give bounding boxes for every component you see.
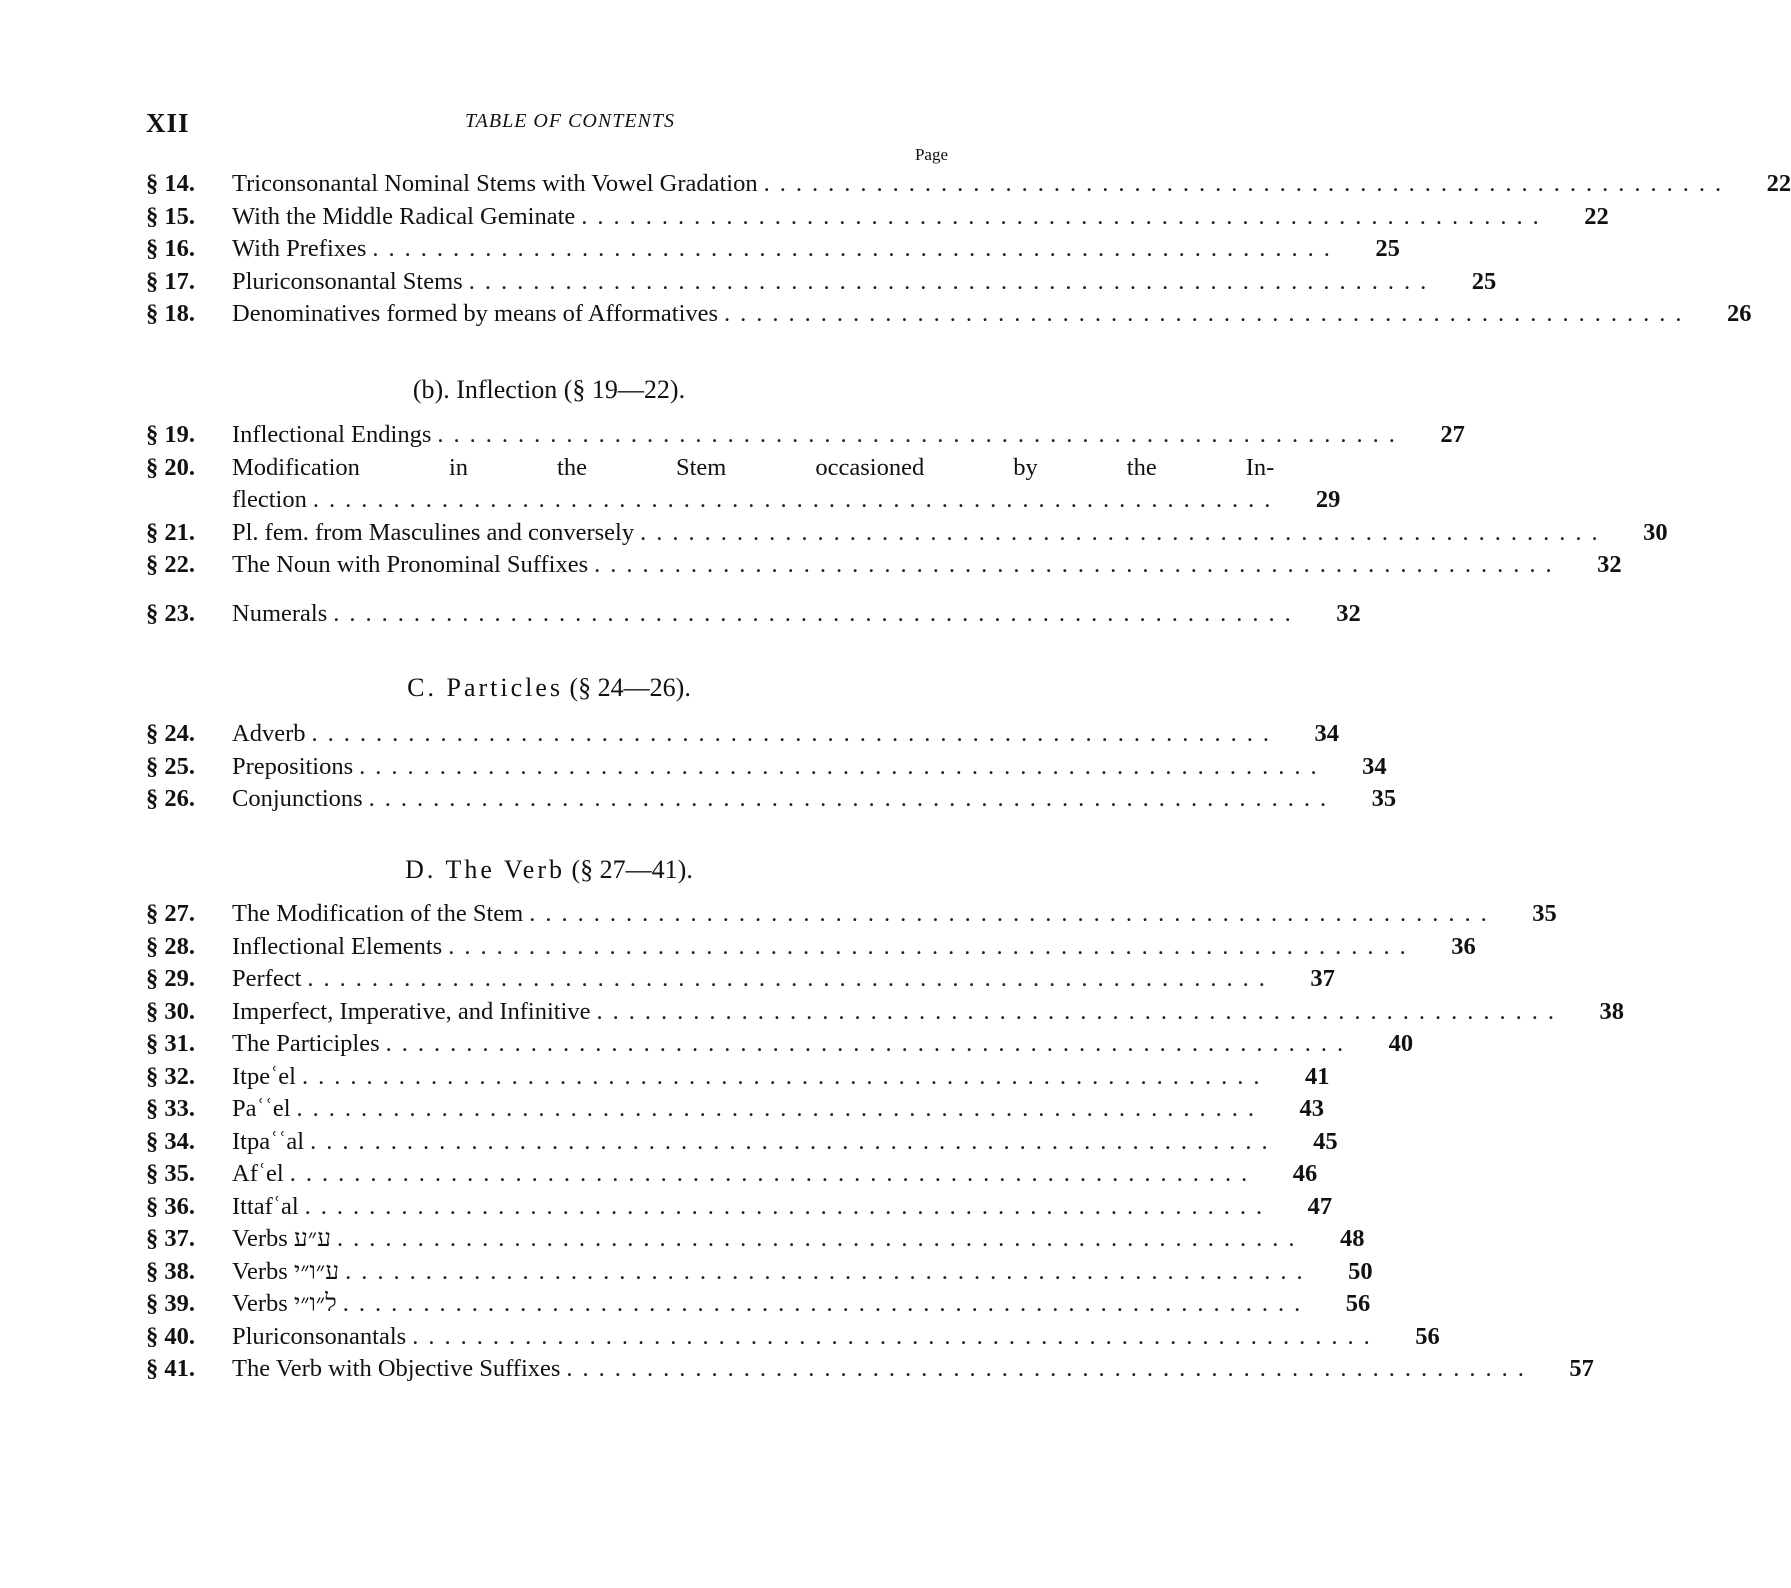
heading-label: D. The Verb [405,855,566,884]
section-number: § 40. [146,1322,195,1350]
entry-page: 56 [1415,1322,1440,1350]
entry-page: 22 [1766,170,1791,197]
section-number: § 16. [146,235,195,262]
toc-entry [146,517,1668,550]
section-number: § 32. [146,1062,195,1090]
dot-leader: ............................................................ [724,300,1692,327]
entry-page: 35 [1371,785,1397,812]
dot-leader: ............................................................ [336,1225,1305,1252]
section-number: § 20. [146,453,195,481]
entry-page: 27 [1440,421,1465,448]
section-number: § 38. [146,1257,195,1285]
entry-page: 35 [1532,900,1557,927]
toc-entry [146,298,1752,331]
toc-entry [146,783,1397,816]
entry-title: The Participles [232,1030,380,1057]
section-heading-inflection: (b). Inflection (§ 19—22). [412,375,686,404]
running-title: TABLE OF CONTENTS [465,110,675,132]
entry-title: Pl. fem. from Masculines and conversely [232,518,635,546]
dot-leader: ............................................................ [385,1030,1354,1057]
dot-leader: ............................................................ [596,997,1564,1025]
entry-title: With Prefixes [232,235,367,262]
dot-leader: ............................................................ [312,486,1281,513]
section-number: § 33. [146,1095,195,1122]
toc-entry [146,898,1557,931]
entry-page: 57 [1569,1355,1594,1382]
entry-page: 29 [1315,486,1341,513]
toc-entry [146,996,1624,1029]
entry-title: Pluriconsonantals [232,1322,407,1350]
entry-title: The Modification of the Stem [232,900,524,927]
section-heading-particles [146,668,952,708]
page-number: XII [146,108,190,138]
entry-title: Numerals [232,599,328,627]
entry-title: Perfect [232,965,302,992]
section-number: § 30. [146,997,195,1025]
section-number: § 15. [146,202,195,230]
entry-title: Paʿʿel [232,1095,291,1122]
toc-entry [146,549,1622,582]
heading-label: C. Particles [407,673,564,702]
entry-title: Itpeʿel [232,1062,296,1090]
section-number: § 41. [146,1355,195,1382]
toc-entry [146,1288,1371,1321]
entry-page: 43 [1299,1095,1324,1122]
section-number: § 28. [146,932,195,960]
dot-leader: ............................................................ [372,235,1340,262]
heading-range: (§ 24—26). [569,673,691,702]
section-number: § 27. [146,900,195,927]
section-number: § 22. [146,551,195,578]
dot-leader: ............................................................ [304,1192,1273,1220]
dot-leader: ............................................................ [566,1355,1534,1382]
entry-title: The Noun with Pronominal Suffixes [232,551,589,578]
entry-page: 26 [1727,300,1752,327]
toc-entry [146,1028,1414,1061]
entry-page: 22 [1584,202,1609,230]
entry-title: Adverb [232,720,306,747]
section-number: § 24. [146,720,195,747]
dot-leader: ............................................................ [289,1160,1258,1187]
section-number: § 23. [146,599,195,627]
toc-entry [146,1061,1330,1094]
toc-entry [146,931,1476,964]
toc-entry [146,1093,1324,1126]
toc-entry [146,233,1400,266]
dot-leader: ............................................................ [412,1322,1380,1350]
dot-leader: ............................................................ [342,1290,1311,1317]
toc-entry [146,201,1609,234]
entry-page: 34 [1362,752,1387,780]
toc-entry [146,1223,1365,1256]
section-number: § 26. [146,785,195,812]
entry-page: 47 [1307,1192,1333,1220]
entry-title: Verbs ע״ו״י [232,1257,340,1285]
toc-entry [146,1256,1373,1289]
entry-title: Ittafʿal [232,1192,299,1220]
entry-title: Verbs ע״ע [232,1225,331,1252]
entry-title: Conjunctions [232,785,363,812]
entry-title: The Verb with Objective Suffixes [232,1355,561,1382]
dot-leader: ............................................................ [333,599,1301,627]
toc-group-verb [146,898,1624,1386]
entry-page: 34 [1314,720,1339,747]
entry-title: Denominatives formed by means of Afformatives [232,300,719,327]
toc-entry [146,1191,1333,1224]
section-number: § 14. [146,170,195,197]
toc-group-particles [146,718,1397,816]
dot-leader: ............................................................ [368,785,1337,812]
dot-leader: ............................................................ [359,752,1327,780]
entry-page: 32 [1597,551,1622,578]
section-number: § 19. [146,421,195,448]
entry-page: 56 [1345,1290,1371,1317]
entry-page: 40 [1388,1030,1414,1057]
entry-page: 25 [1375,235,1400,262]
entry-title: Verbs ל״ו״י [232,1290,337,1317]
section-number: § 29. [146,965,195,992]
section-heading-verb [146,850,952,890]
dot-leader: ............................................................ [311,720,1279,747]
entry-page: 37 [1310,965,1335,992]
toc-entry [146,1321,1440,1354]
heading-range: (§ 27—41). [571,855,693,884]
section-number: § 17. [146,267,195,295]
entry-title: Inflectional Elements [232,932,443,960]
entry-page: 25 [1471,267,1497,295]
entry-title-line2: flection [232,486,307,513]
entry-title-line1: Modification in the Stem occasioned by the In- [232,453,1275,481]
entry-page: 50 [1348,1257,1373,1285]
toc-group-inflection [146,419,1668,630]
entry-title: Itpaʿʿal [232,1127,305,1155]
section-number: § 35. [146,1160,195,1187]
entry-page: 41 [1304,1062,1330,1090]
entry-title: Pluriconsonantal Stems [232,267,463,295]
toc-group-nominal-stems [146,168,1791,331]
entry-title: Imperfect, Imperative, and Infinitive [232,997,591,1025]
dot-leader: ............................................................ [307,965,1275,992]
section-number: § 39. [146,1290,195,1317]
dot-leader: ............................................................ [640,518,1608,546]
toc-entry [146,718,1339,751]
toc-entry [146,168,1791,201]
entry-page: 32 [1336,599,1361,627]
dot-leader: ............................................................ [581,202,1549,230]
toc-entry [146,1126,1338,1159]
dot-leader: ............................................................ [437,421,1405,448]
toc-entry [146,266,1497,299]
toc-entry [146,751,1387,784]
toc-entry [146,598,1361,631]
dot-leader: ............................................................ [763,170,1732,197]
dot-leader: ............................................................ [448,932,1416,960]
dot-leader: ............................................................ [310,1127,1278,1155]
dot-leader: ............................................................ [468,267,1437,295]
toc-entry [146,419,1465,452]
toc-entry [146,452,1341,517]
entry-title: Triconsonantal Nominal Stems with Vowel Gradation [232,170,758,197]
entry-page: 38 [1599,997,1624,1025]
dot-leader: ............................................................ [529,900,1497,927]
entry-title: With the Middle Radical Geminate [232,202,576,230]
section-number: § 18. [146,300,195,327]
entry-page: 46 [1292,1160,1318,1187]
dot-leader: ............................................................ [301,1062,1270,1090]
section-number: § 36. [146,1192,195,1220]
toc-entry [146,963,1335,996]
entry-title: Prepositions [232,752,354,780]
entry-title: Inflectional Endings [232,421,432,448]
page-column-label: Page [914,145,948,164]
section-number: § 37. [146,1225,195,1252]
entry-page: 30 [1643,518,1668,546]
toc-entry [146,1353,1594,1386]
entry-page: 48 [1339,1225,1365,1252]
section-number: § 34. [146,1127,195,1155]
entry-page: 45 [1313,1127,1338,1155]
dot-leader: ............................................................ [296,1095,1264,1122]
entry-page: 36 [1451,932,1476,960]
section-number: § 21. [146,518,195,546]
section-number: § 31. [146,1030,195,1057]
dot-leader: ............................................................ [594,551,1562,578]
dot-leader: ............................................................ [345,1257,1313,1285]
section-number: § 25. [146,752,195,780]
entry-title: Afʿel [232,1160,284,1187]
toc-entry [146,1158,1318,1191]
